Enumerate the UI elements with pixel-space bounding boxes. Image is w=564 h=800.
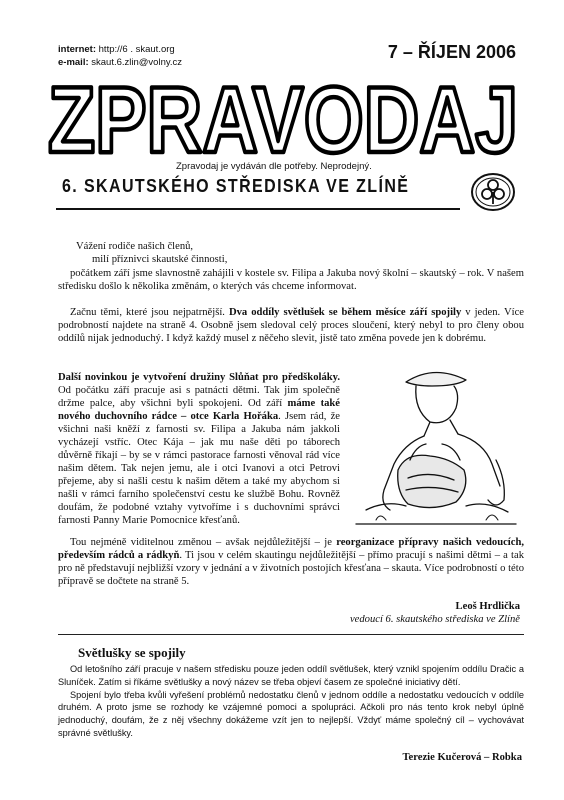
- masthead-logo: [44, 80, 522, 160]
- header-rule: [56, 208, 460, 210]
- internet-url[interactable]: http://6 . skaut.org: [98, 44, 175, 55]
- greeting-line-1: Vážení rodiče našich členů,: [76, 241, 194, 252]
- article-body: Od letošního září pracuje v našem středisku pouze jeden oddíl světlušek, který vznikl spojením oddílu Dračic a Sluníček. Zatím si říkáme světlušky a nový název se třeba objeví časem ze společné iniciativy dětí. Spojení bylo třeba kvůli vyřešení problémů nedostatku členů v jednom oddíle a nedostatku vedoucích v oddíle druhém. A proto jsme se rozhody ke vzájemné pomoci a spolupráci. Ačkoli pro nás tento krok nebyl úplně jednoduchý, doufám, že z něj všechny dokážeme vzít jen to nejlepší. Vždyť máme společný cíl – vychovávat správné světlušky.: [58, 664, 524, 738]
- tagline: Zpravodaj je vydáván dle potřeby. Neprodejný.: [176, 161, 372, 172]
- article-author: Terezie Kučerová – Robka: [402, 752, 522, 763]
- greeting-line-2: milí příznivci skautské činnosti,: [92, 254, 228, 265]
- letter-paragraph-1: počátkem září jsme slavnostně zahájili v kostele sv. Filipa a Jakuba nový školní – skautský – rok. V našem středisku došlo k několika změnám, o kterých vás chceme informovat.: [58, 268, 524, 292]
- contact-email: e-mail: skaut.6.zlin@volny.cz: [58, 57, 183, 68]
- section-divider: [58, 634, 524, 635]
- signature-name: Leoš Hrdlička: [455, 601, 520, 612]
- trefoil-emblem-icon: [470, 172, 516, 212]
- letter-paragraph-2-wrap: Další novinkou je vytvoření družiny Slůňat pro předškoláky. Od počátku září pracuje asi s patnácti dětmi. Tak jim společně držme palce, aby všichni byli spokojeni. Od září máme také nového duchovního rádce – otce Karla Hořáka. Jsem rád, že všichni naši kněží z farnosti sv. Filipa a Jakuba nám jakkoli vycházejí vstříc. Otec Kája – jak mu naše děti po táborech důvěrně říkají – by se v rámci pastorace farnosti věnoval rád více našim dětem. Tak nejen jemu, ale i otci Ivanovi a otci Petrovi přejeme, aby si našli cestu k našim dětem a také my abychom si našli v rámci farního společenství cestu ke službě Bohu. Rovněž doufám, že podobné vztahy vytvoříme i s duchovními správci farnosti Panny Marie Pomocnice křesťanů.: [58, 372, 340, 526]
- article-title: Světlušky se spojily: [78, 645, 186, 660]
- letter-paragraph-2-top: Začnu těmi, které jsou nejpatrnější. Dva oddíly světlušek se během měsíce září spojily v jeden. Více podrobností najdete na straně 4. Osobně jsem sledoval celý proces sloučení, který nebyl to pro členy obou oddílů nijak jednoduchý. I když každý musel z něčeho slevit, jistě tato změna povede jen k dobrému.: [58, 307, 525, 344]
- scout-boy-illustration: [346, 360, 524, 528]
- signature-role: vedoucí 6. skautského střediska ve Zlíně: [349, 614, 520, 625]
- email-address[interactable]: skaut.6.zlin@volny.cz: [91, 57, 183, 68]
- contact-internet: internet: http://6 . skaut.org: [58, 44, 175, 55]
- masthead-title: ZPRAVODAJ: [48, 80, 518, 160]
- letter-paragraph-3: Tou nejméně viditelnou změnou – avšak nejdůležitější – je reorganizace přípravy našich vedoucích, především rádců a rádkyň. Ti jsou v celém skautingu nejdůležitější – přímo pracují s našimi dětmi – a tak pro ně představují nejbližší vzory v jednání a v životních postojích křesťana – skauta. Více podrobností o této přípravě se dočtete na straně 5.: [58, 537, 524, 587]
- issue-date: 7 – ŘÍJEN 2006: [387, 42, 516, 62]
- organization-name: 6. SKAUTSKÉHO STŘEDISKA VE ZLÍNĚ: [62, 177, 410, 197]
